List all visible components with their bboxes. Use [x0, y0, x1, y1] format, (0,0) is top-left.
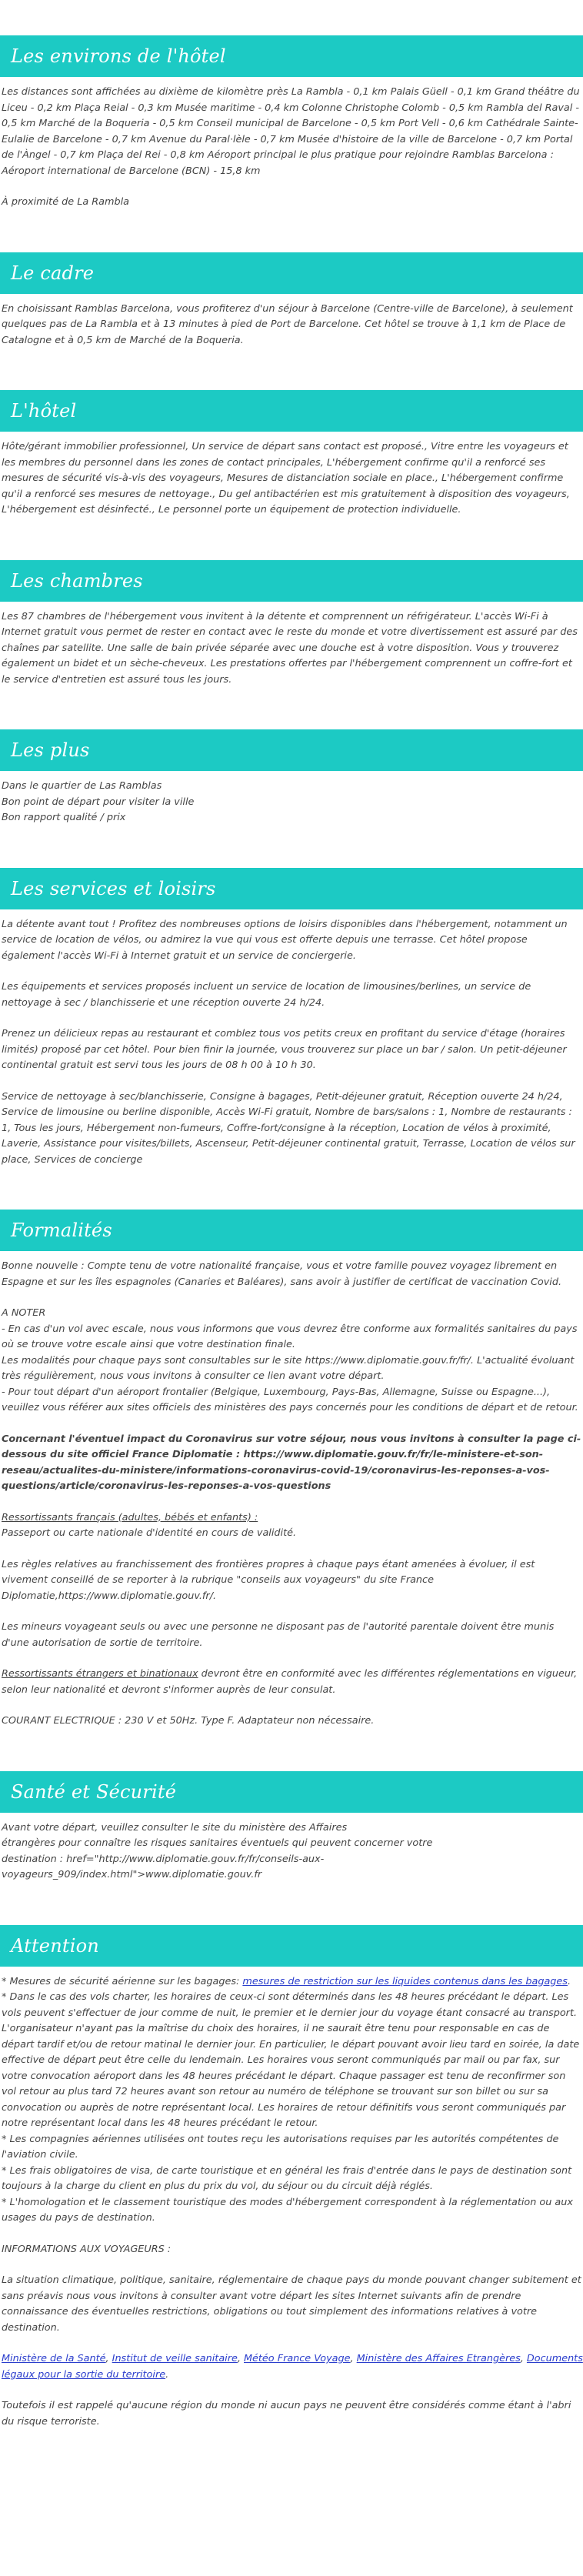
link-ministere-sante[interactable]: Ministère de la Santé: [2, 2353, 106, 2364]
paragraph: Les équipements et services proposés incluent un service de location de limousines/berlines, un service de nettoyage à sec / blanchisserie et une réception ouverte 24 h/24.: [2, 981, 531, 1009]
section-title: L'hôtel: [11, 400, 77, 422]
section-title: Les chambres: [11, 569, 143, 592]
section-header: [0, 868, 583, 909]
paragraph-line: étrangères pour connaître les risques sanitaires éventuels qui peuvent concerner votre: [2, 1837, 433, 1849]
bullet-text: * Mesures de sécurité aérienne sur les bagages:: [2, 1975, 243, 1987]
paragraph: En choisissant Ramblas Barcelona, vous profiterez d'un séjour à Barcelone (Centre-ville de Barcelone), à seulement quelques pas de La Rambla et à 13 minutes à pied de Port de Barcelone. Cet hôtel se trouve à 1,1 km de Place de Catalogne et à 0,5 km de Marché de la Boqueria.: [2, 302, 573, 346]
link-meteo-france[interactable]: Météo France Voyage: [244, 2353, 351, 2364]
section-services: [0, 868, 583, 1169]
paragraph-line: destination : href="http://www.diplomatie.gouv.fr/fr/conseils-aux-voyageurs_909/index.html">www.diplomatie.gouv.fr: [2, 1853, 325, 1880]
paragraph: COURANT ELECTRIQUE : 230 V et 50Hz. Type F. Adaptateur non nécessaire.: [2, 1715, 375, 1727]
info-title: INFORMATIONS AUX VOYAGEURS :: [2, 2243, 172, 2255]
paragraph: Les distances sont affichées au dixième de kilomètre près La Rambla - 0,1 km Palais Güell - 0,1 km Grand théâtre du Liceu - 0,2 km Plaça Reial - 0,3 km Musée maritime - 0,4 km Colonne Christophe Colomb - 0,5 km Rambla del Raval - 0,5 km Marché de la Boqueria - 0,5 km Conseil municipal de Barcelone - 0,5 km Port Vell - 0,6 km Cathédrale Sainte-Eulalie de Barcelone - 0,7 km Avenue du Paral·lèle - 0,7 km Musée d'histoire de la ville de Barcelone - 0,7 km Portal de l'Àngel - 0,7 km Plaça del Rei - 0,8 km Aéroport principal le plus pratique pour rejoindre Ramblas Barcelona : Aéroport international de Barcelone (BCN) - 15,8 km: [2, 86, 580, 177]
section-environs: [0, 35, 583, 211]
section-title: Attention: [11, 1934, 99, 1957]
bullet-text: * L'homologation et le classement touristique des modes d'hébergement correspondent à la réglementation ou aux usages du pays de destination.: [2, 2196, 573, 2224]
section-header: [0, 252, 583, 294]
note-line: - Pour tout départ d'un aéroport frontalier (Belgique, Luxembourg, Pays-Bas, Allemagne, Suisse ou Espagne...), veuillez vous référer aux sites officiels des ministères des pays concernés pour les conditions de départ et de retour.: [2, 1386, 578, 1413]
liquids-restriction-link[interactable]: mesures de restriction sur les liquides contenus dans les bagages: [242, 1975, 568, 1987]
section-sante: [0, 1771, 583, 1884]
paragraph: [2, 1667, 583, 1698]
note-line: - En cas d'un vol avec escale, nous vous informons que vous devrez être conforme aux formalités sanitaires du pays où se trouve votre escale ainsi que votre destination finale.: [2, 1323, 578, 1350]
section-title: Les plus: [11, 739, 90, 761]
covid-notice: Concernant l'éventuel impact du Coronavirus sur votre séjour, nous vous invitons à consulter la page ci-dessous du site officiel France Diplomatie : https://www.diplomatie.gouv.fr/fr/le-ministere-et-son-reseau/actualites-du-ministere/informations-coronavirus-covid-19/coronavirus-les-reponses-a-vos-questions/article/coronavirus-les-reponses-a-vos-questions: [2, 1433, 581, 1492]
paragraph: Les 87 chambres de l'hébergement vous invitent à la détente et comprennent un réfrigérateur. L'accès Wi-Fi à Internet gratuit vous permet de rester en contact avec le reste du monde et votre divertissement est assuré par des chaînes par satellite. Une salle de bain privée séparée avec une douche est à votre disposition. Vous y trouverez également un bidet et un sèche-cheveux. Les prestations offertes par l'hébergement comprennent un coffre-fort et le service d'entretien est assuré tous les jours.: [2, 610, 578, 686]
paragraph: Prenez un délicieux repas au restaurant et comblez tous vos petits creux en profitant du service d'étage (horaires limités) proposé par cet hôtel. Pour bien finir la journée, vous trouverez sur place un bar / salon. Un petit-déjeuner continental gratuit est servi tous les jours de 08 h 00 à 10 h 30.: [2, 1028, 567, 1071]
subheading: Ressortissants étrangers et binationaux: [2, 1668, 198, 1680]
paragraph: Les règles relatives au franchissement des frontières propres à chaque pays étant amenées à évoluer, il est vivement conseillé de se reporter à la rubrique "conseils aux voyageurs" du site France Diplomatie,https://www.diplomatie.gouv.fr/.: [2, 1558, 535, 1602]
section-header: [0, 560, 583, 602]
section-chambres: [0, 560, 583, 689]
subheading: Ressortissants français (adultes, bébés et enfants) :: [2, 1511, 258, 1523]
section-formalites: [0, 1210, 583, 1730]
section-header: [0, 1210, 583, 1251]
paragraph: La situation climatique, politique, sanitaire, réglementaire de chaque pays du monde pouvant changer subitement et sans préavis nous vous invitons à consulter avant votre départ les sites Internet suivants afin de prendre connaissance des éventuelles restrictions, obligations ou tout simplement des informations relatives à votre destination.: [2, 2274, 581, 2334]
section-title: Les environs de l'hôtel: [11, 45, 226, 67]
bullet-text: .: [567, 1975, 571, 1987]
link-affaires-etrangeres[interactable]: Ministère des Affaires Etrangères: [356, 2353, 521, 2364]
bullet-text: * Les frais obligatoires de visa, de carte touristique et en général les frais d'entrée dans le pays de destination sont toujours à la charge du client en plus du prix du vol, du séjour ou du circuit déjà réglés.: [2, 2164, 572, 2192]
section-title: Formalités: [11, 1220, 112, 1241]
section-header: [0, 729, 583, 771]
section-title: Santé et Sécurité: [11, 1780, 177, 1803]
paragraph: Hôte/gérant immobilier professionnel, Un service de départ sans contact est proposé., Vitre entre les voyageurs et les membres du personnel dans les zones de contact principales, L'hébergement confirme qu'il a renforcé ses mesures de sécurité vis-à-vis des voyageurs, Mesures de distanciation sociale en place., L'hébergement confirme qu'il a renforcé ses mesures de nettoyage., Du gel antibactérien est mis gratuitement à disposition des voyageurs, L'hébergement est désinfecté., Le personnel porte un équipement de protection individuelle.: [2, 441, 570, 516]
paragraph-text: Passeport ou carte nationale d'identité en cours de validité.: [2, 1527, 297, 1539]
section-title: Les services et loisirs: [11, 877, 216, 899]
section-cadre: [0, 252, 583, 349]
paragraph-text: devront être en conformité avec les différentes réglementations en vigueur, selon leur nationalité et devront s'informer auprès de leur consulat.: [2, 1668, 578, 1696]
section-hotel: [0, 390, 583, 519]
paragraph: [2, 1510, 583, 1542]
paragraph: Les mineurs voyageant seuls ou avec une personne ne disposant pas de l'autorité parentale doivent être munis d'une autorisation de sortie de territoire.: [2, 1621, 555, 1649]
section-plus: [0, 729, 583, 826]
bullet-block: [2, 1974, 583, 2227]
section-title: Le cadre: [11, 262, 95, 284]
paragraph: À proximité de La Rambla: [2, 196, 129, 208]
list-item: Bon rapport qualité / prix: [2, 812, 126, 823]
paragraph: Service de nettoyage à sec/blanchisserie, Consigne à bagages, Petit-déjeuner gratuit, Réception ouverte 24 h/24, Service de limousine ou berline disponible, Accès Wi-Fi gratuit, Nombre de bars/salons : 1, Nombre de restaurants : 1, Tous les jours, Hébergement non-fumeurs, Coffre-fort/consigne à la réception, Location de vélos à proximité, Laverie, Assistance pour visites/billets, Ascenseur, Petit-déjeuner continental gratuit, Terrasse, Location de vélos sur place, Services de concierge: [2, 1090, 575, 1166]
note-title: A NOTER: [2, 1307, 46, 1319]
paragraph: Toutefois il est rappelé qu'aucune région du monde ni aucun pays ne peuvent être considérés comme étant à l'abri du risque terroriste.: [2, 2400, 571, 2428]
paragraph-line: Avant votre départ, veuillez consulter le site du ministère des Affaires: [2, 1821, 348, 1834]
bullet-text: * Les compagnies aériennes utilisées ont toutes reçu les autorisations requises par les autorités compétentes de l'aviation civile.: [2, 2133, 559, 2161]
paragraph: Bonne nouvelle : Compte tenu de votre nationalité française, vous et votre famille pouvez voyagez librement en Espagne et sur les îles espagnoles (Canaries et Baléares), sans avoir à justifier de certificat de vaccination Covid.: [2, 1260, 562, 1288]
section-header: [0, 1771, 583, 1813]
section-attention: [0, 1925, 583, 2431]
section-header: [0, 1925, 583, 1967]
section-header: [0, 390, 583, 432]
paragraph: [2, 1820, 583, 1884]
link-veille-sanitaire[interactable]: Institut de veille sanitaire: [112, 2353, 238, 2364]
section-header: [0, 35, 583, 77]
paragraph: La détente avant tout ! Profitez des nombreuses options de loisirs disponibles dans l'hébergement, notamment un service de location de vélos, ou admirez la vue qui vous est offerte depuis une terrasse. Cet hôtel propose également l'accès Wi-Fi à Internet gratuit et un service de conciergerie.: [2, 918, 568, 962]
note-block: [2, 1306, 583, 1416]
list-item: Bon point de départ pour visiter la ville: [2, 796, 195, 808]
bullet-text: * Dans le cas des vols charter, les horaires de ceux-ci sont déterminés dans les 48 heures précédant le départ. Les vols peuvent s'effectuer de jour comme de nuit, le premier et le dernier jour du voyage étant consacré au transport. L'organisateur n'ayant pas la maîtrise du choix des horaires, il ne saurait être tenu pour responsable en cas de départ tardif et/ou de retour matinal le dernier jour. En particulier, le départ pouvant avoir lieu tard en soirée, la date effective de départ peut être celle du lendemain. Les horaires vous seront communiqués par mail ou par fax, sur votre convocation aéroport dans les 48 heures précédant le départ. Chaque passager est tenu de reconfirmer son vol retour au plus tard 72 heures avant son retour au numéro de téléphone se trouvant sur son billet ou sur sa convocation ou auprès de notre représentant local. Les horaires de retour définitifs vous seront communiqués par notre représentant local dans les 48 heures précédant le retour.: [2, 1991, 580, 2129]
link-documents-legaux[interactable]: Documents légaux pour la sortie du territoire: [2, 2353, 583, 2381]
note-line: Les modalités pour chaque pays sont consultables sur le site https://www.diplomatie.gouv.fr/fr/. L'actualité évoluant très régulièrement, nous vous invitons à consulter ce lien avant votre départ.: [2, 1354, 575, 1382]
list-item: Dans le quartier de Las Ramblas: [2, 780, 162, 792]
links-row: Ministère de la Santé, Institut de veille sanitaire, Météo France Voyage, Ministère des Affaires Etrangères, Documents légaux pour la sortie du territoire.: [2, 2353, 583, 2381]
